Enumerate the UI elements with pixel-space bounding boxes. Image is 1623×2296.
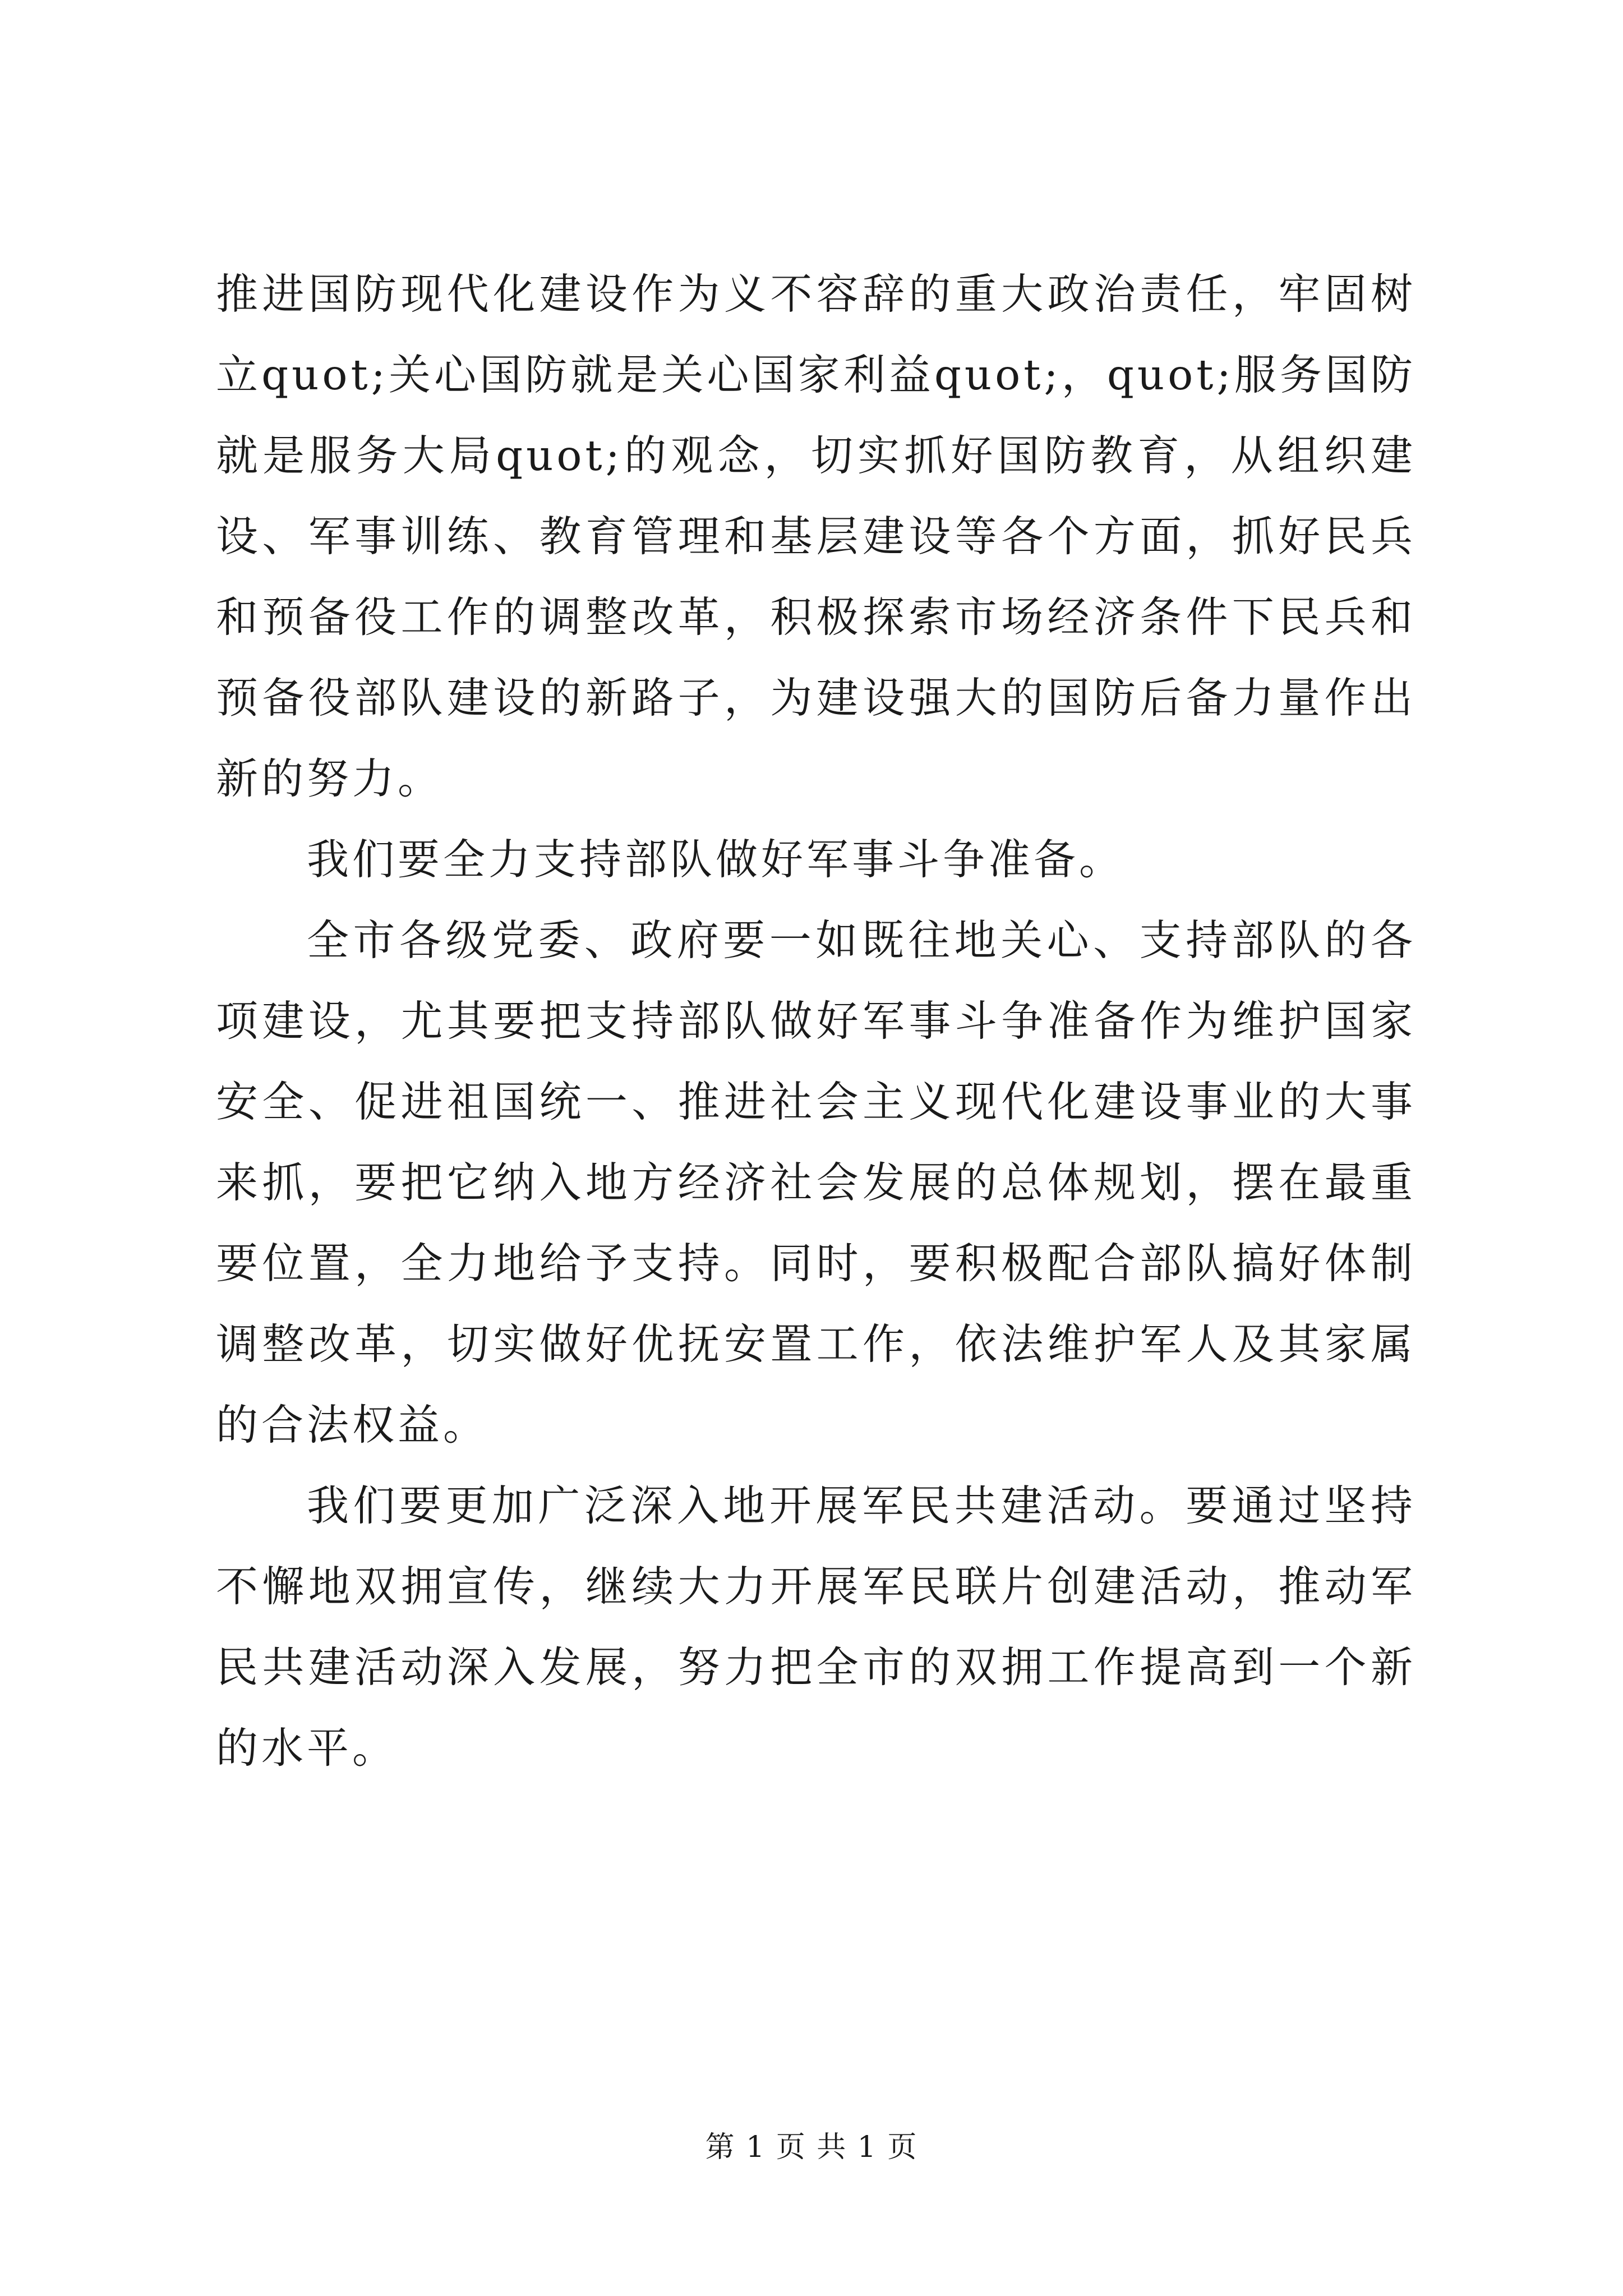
paragraph-3: 全市各级党委、政府要一如既往地关心、支持部队的各项建设，尤其要把支持部队做好军事斗争准备作为维护国家安全、促进祖国统一、推进社会主义现代化建设事业的大事来抓，要把它纳入地方经济社会发展的总体规划，摆在最重要位置，全力地给予支持。同时，要积极配合部队搞好体制调整改革，切实做好优抚安置工作，依法维护军人及其家属的合法权益。: [216, 915, 1416, 1450]
paragraph-1: 推进国防现代化建设作为义不容辞的重大政治责任，牢固树立quot;关心国防就是关心国家利益quot;，quot;服务国防就是服务大局quot;的观念，切实抓好国防教育，从组织建设、军事训练、教育管理和基层建设等各个方面，抓好民兵和预备役工作的调整改革，积极探索市场经济条件下民兵和预备役部队建设的新路子，为建设强大的国防后备力量作出新的努力。: [216, 269, 1416, 803]
page-number-footer: 第 1 页 共 1 页: [705, 2131, 918, 2164]
paragraph-2: 我们要全力支持部队做好军事斗争准备。: [307, 835, 1125, 884]
paragraph-4: 我们要更加广泛深入地开展军民共建活动。要通过坚持不懈地双拥宣传，继续大力开展军民联片创建活动，推动军民共建活动深入发展，努力把全市的双拥工作提高到一个新的水平。: [216, 1481, 1416, 1773]
document-body: [216, 254, 1416, 1788]
